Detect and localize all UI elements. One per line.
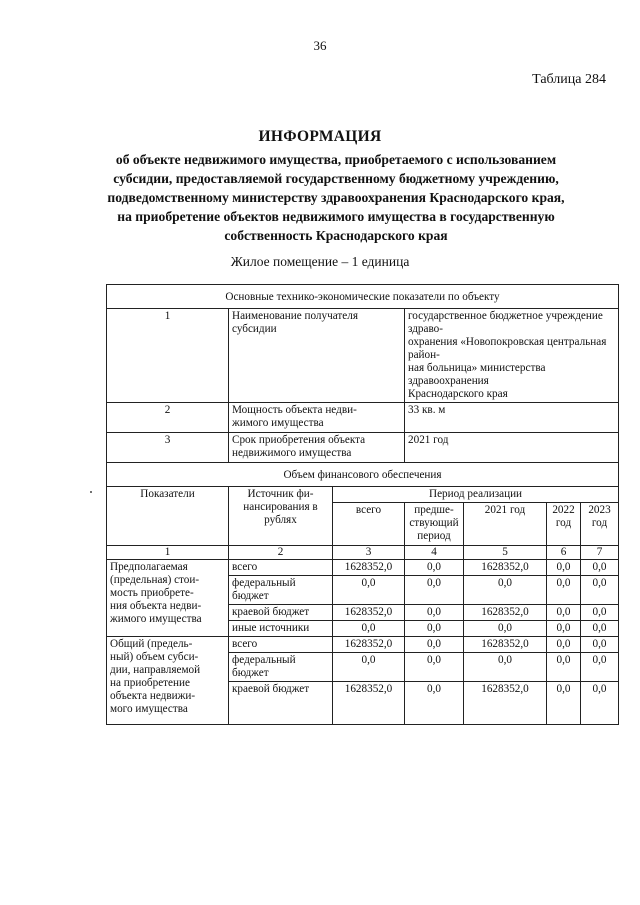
value-total: 1628352,0 xyxy=(333,605,405,621)
value-2021: 1628352,0 xyxy=(464,682,547,725)
value-2022: 0,0 xyxy=(547,653,581,682)
indicator-line: Предполагаемая xyxy=(110,561,188,573)
column-number: 2 xyxy=(229,546,333,560)
table-row xyxy=(107,433,619,463)
source-cell xyxy=(229,682,333,725)
indicator-line: ния объекта недви- xyxy=(110,600,202,612)
column-number: 5 xyxy=(464,546,547,560)
row-number: 3 xyxy=(107,433,229,463)
indicator-line: ный) объем субси- xyxy=(110,651,199,663)
indicator-line: мого имущества xyxy=(110,703,188,715)
value-line: охранения «Новопокровская центральная район- xyxy=(408,336,607,361)
subtitle-line: подведомственному министерству здравоохранения Краснодарского края, xyxy=(107,190,565,205)
value-line: ная больница» министерства здравоохранения xyxy=(408,362,546,387)
value-2023: 0,0 xyxy=(581,682,619,725)
value-2022: 0,0 xyxy=(547,621,581,637)
header-line: год xyxy=(555,517,572,529)
source-line: федеральный xyxy=(232,654,296,666)
indicator-line: на приобретение xyxy=(110,677,190,689)
subtitle-line: субсидии, предоставляемой государственному бюджетному учреждению, xyxy=(113,171,559,186)
header-line: предше- xyxy=(414,504,454,516)
source-line: иные источники xyxy=(232,622,310,634)
header-line: период xyxy=(417,530,451,542)
header-2021: 2021 год xyxy=(464,503,547,546)
header-2022 xyxy=(547,503,581,546)
value-2023: 0,0 xyxy=(581,560,619,576)
source-cell xyxy=(229,637,333,653)
header-line: 2022 xyxy=(552,504,575,516)
label-line: недвижимого имущества xyxy=(232,447,352,459)
source-cell xyxy=(229,621,333,637)
row-label xyxy=(229,403,405,433)
value-2021: 0,0 xyxy=(464,576,547,605)
column-number: 3 xyxy=(333,546,405,560)
header-source xyxy=(229,487,333,546)
value-2021: 1628352,0 xyxy=(464,637,547,653)
label-line: Мощность объекта недви- xyxy=(232,404,357,416)
value-line: 2021 год xyxy=(408,434,449,446)
fin-row xyxy=(107,637,619,653)
source-cell xyxy=(229,560,333,576)
indicator-line: жимого имущества xyxy=(110,613,202,625)
table-row xyxy=(107,403,619,433)
value-total: 0,0 xyxy=(333,621,405,637)
value-previous: 0,0 xyxy=(405,637,464,653)
table-label: Таблица 284 xyxy=(532,72,606,87)
value-total: 1628352,0 xyxy=(333,637,405,653)
row-value xyxy=(405,433,619,463)
source-line: бюджет xyxy=(232,667,269,679)
source-line: федеральный xyxy=(232,577,296,589)
indicator-line: мость приобрете- xyxy=(110,587,194,599)
section-header-finance: Объем финансового обеспечения xyxy=(107,463,619,487)
row-label xyxy=(229,433,405,463)
source-cell xyxy=(229,576,333,605)
column-number: 6 xyxy=(547,546,581,560)
header-period: Период реализации xyxy=(333,487,619,503)
section-header-technical: Основные технико-экономические показатели по объекту xyxy=(107,285,619,309)
subtitle-line: об объекте недвижимого имущества, приобретаемого с использованием xyxy=(115,152,557,167)
table-row xyxy=(107,309,619,403)
value-2023: 0,0 xyxy=(581,605,619,621)
row-value xyxy=(405,309,619,403)
value-2021: 0,0 xyxy=(464,621,547,637)
info-table xyxy=(106,284,619,725)
value-2021: 1628352,0 xyxy=(464,605,547,621)
value-total: 1628352,0 xyxy=(333,560,405,576)
header-line: нансирования в xyxy=(243,501,318,513)
source-line: всего xyxy=(232,638,258,650)
indicator-line: объекта недвижи- xyxy=(110,690,196,702)
row-label xyxy=(229,309,405,403)
value-2021: 1628352,0 xyxy=(464,560,547,576)
subtitle-line: на приобретение объектов недвижимого имущества в государственную xyxy=(117,209,555,224)
subtitle-line: собственность Краснодарского края xyxy=(224,228,448,243)
column-number: 1 xyxy=(107,546,229,560)
label-line: субсидии xyxy=(232,323,277,335)
value-2023: 0,0 xyxy=(581,621,619,637)
indicator-line: Общий (предель- xyxy=(110,638,193,650)
label-line: жимого имущества xyxy=(232,417,324,429)
object-description: Жилое помещение – 1 единица xyxy=(230,254,410,269)
row-value xyxy=(405,403,619,433)
section-header-row xyxy=(107,285,619,309)
document-subtitle xyxy=(90,150,582,245)
column-number-row xyxy=(107,546,619,560)
value-2021: 0,0 xyxy=(464,653,547,682)
value-2023: 0,0 xyxy=(581,637,619,653)
indicator-line: дии, направляемой xyxy=(110,664,201,676)
value-previous: 0,0 xyxy=(405,653,464,682)
header-line: ствующий xyxy=(409,517,459,529)
source-line: краевой бюджет xyxy=(232,606,310,618)
header-line: год xyxy=(591,517,608,529)
value-total: 0,0 xyxy=(333,653,405,682)
value-line: 33 кв. м xyxy=(408,404,446,416)
value-2022: 0,0 xyxy=(547,605,581,621)
value-2023: 0,0 xyxy=(581,653,619,682)
indicator-line: (предельная) стои- xyxy=(110,574,200,586)
page-number: 36 xyxy=(313,38,327,53)
header-previous xyxy=(405,503,464,546)
source-line: краевой бюджет xyxy=(232,683,310,695)
value-2022: 0,0 xyxy=(547,576,581,605)
value-previous: 0,0 xyxy=(405,560,464,576)
value-2022: 0,0 xyxy=(547,637,581,653)
document-title: ИНФОРМАЦИЯ xyxy=(258,128,382,145)
column-number: 7 xyxy=(581,546,619,560)
header-indicators: Показатели xyxy=(107,487,229,546)
source-line: бюджет xyxy=(232,590,269,602)
header-line: рублях xyxy=(264,514,297,526)
source-line: всего xyxy=(232,561,258,573)
value-previous: 0,0 xyxy=(405,605,464,621)
column-number: 4 xyxy=(405,546,464,560)
value-previous: 0,0 xyxy=(405,576,464,605)
value-2022: 0,0 xyxy=(547,682,581,725)
header-line: 2023 xyxy=(588,504,611,516)
value-previous: 0,0 xyxy=(405,621,464,637)
fin-header-row xyxy=(107,487,619,503)
value-2022: 0,0 xyxy=(547,560,581,576)
row-number: 2 xyxy=(107,403,229,433)
value-line: государственное бюджетное учреждение здраво- xyxy=(408,310,603,335)
source-cell xyxy=(229,605,333,621)
value-line: Краснодарского края xyxy=(408,388,508,400)
row-number: 1 xyxy=(107,309,229,403)
label-line: Наименование получателя xyxy=(232,310,358,322)
indicator-cell xyxy=(107,560,229,637)
header-line: Источник фи- xyxy=(247,488,314,500)
fin-row xyxy=(107,560,619,576)
indicator-cell xyxy=(107,637,229,725)
header-2023 xyxy=(581,503,619,546)
value-previous: 0,0 xyxy=(405,682,464,725)
value-2023: 0,0 xyxy=(581,576,619,605)
scan-speck xyxy=(90,491,92,493)
source-cell xyxy=(229,653,333,682)
value-total: 0,0 xyxy=(333,576,405,605)
header-total: всего xyxy=(333,503,405,546)
section-header-row xyxy=(107,463,619,487)
label-line: Срок приобретения объекта xyxy=(232,434,366,446)
value-total: 1628352,0 xyxy=(333,682,405,725)
